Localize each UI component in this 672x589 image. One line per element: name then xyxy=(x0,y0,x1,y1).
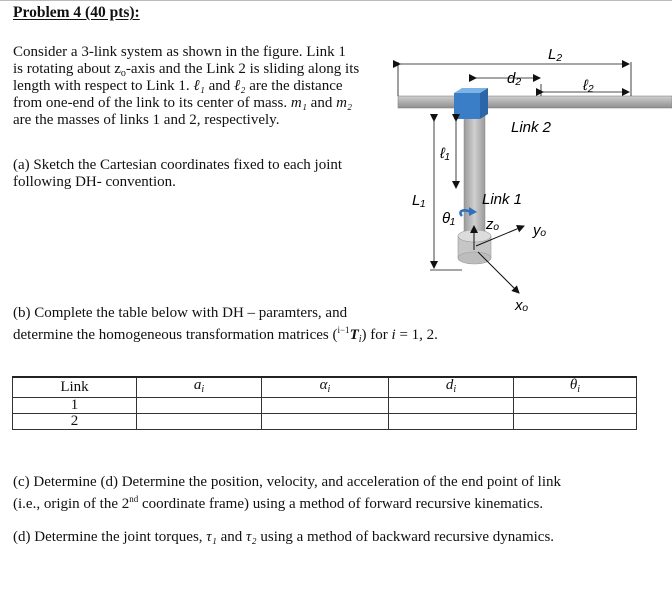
x0-axis xyxy=(478,252,519,293)
slider-block xyxy=(454,93,480,119)
slider-block-side xyxy=(480,88,488,119)
part-c-line-1: (c) Determine (d) Determine the position, velocity, and acceleration of the end point of link xyxy=(13,474,561,490)
header-a: $a_i$ xyxy=(137,377,262,398)
intro-line-2: is rotating about $z_o$-axis and the Link 2 is sliding along its xyxy=(13,61,360,79)
row-1-theta[interactable] xyxy=(514,398,637,414)
l1-label: ℓ₁ xyxy=(440,145,450,162)
intro-line-5: are the masses of links 1 and 2, respectively. xyxy=(13,112,280,128)
part-a-line-1: (a) Sketch the Cartesian coordinates fixed to each joint xyxy=(13,157,343,173)
dh-parameter-table xyxy=(12,376,637,430)
row-2-link: 2 xyxy=(13,414,137,430)
d2-label: d₂ xyxy=(507,70,522,87)
intro-line-4: from one-end of the link to its center of mass. m₁ and m₂ xyxy=(13,95,353,111)
header-alpha: $\alpha_i$ xyxy=(262,377,389,398)
base-cylinder-bottom xyxy=(458,252,491,264)
y0-label: yₒ xyxy=(533,222,547,239)
intro-line-1: Consider a 3-link system as shown in the figure. Link 1 xyxy=(13,44,346,60)
part-b-line-1: (b) Complete the table below with DH – paramters, and xyxy=(13,305,348,321)
part-d-line-1: (d) Determine the joint torques, τ₁ and τ₂ using a method of backward recursive dynamics. xyxy=(13,529,555,545)
z0-label: zₒ xyxy=(486,216,500,233)
row-1-alpha[interactable] xyxy=(262,398,389,414)
row-1-link: 1 xyxy=(13,398,137,414)
table-row xyxy=(13,414,637,430)
intro-line-3: length with respect to Link 1. ℓ₁ and ℓ₂ are the distance xyxy=(13,78,343,94)
part-c-line-2: (i.e., origin of the 2nd coordinate frame) using a method of forward recursive kinematics. xyxy=(13,494,544,512)
part-b-line-2: determine the homogeneous transformation matrices $(^{i-1}T_i)$ for i = 1, 2. xyxy=(13,325,438,345)
part-a-line-2: following DH- convention. xyxy=(13,174,176,190)
row-1-a[interactable] xyxy=(137,398,262,414)
header-d: $d_i$ xyxy=(389,377,514,398)
table-header-row xyxy=(13,377,637,398)
row-2-theta[interactable] xyxy=(514,414,637,430)
row-2-alpha[interactable] xyxy=(262,414,389,430)
problem-title: Problem 4 (40 pts): xyxy=(13,4,140,21)
link-2-label: Link 2 xyxy=(511,119,552,136)
l2-label: ℓ₂ xyxy=(583,77,594,94)
header-link: Link xyxy=(13,377,137,398)
row-1-d[interactable] xyxy=(389,398,514,414)
link-2-bar xyxy=(398,96,672,108)
L2-label: L₂ xyxy=(548,46,563,63)
link-1-label: Link 1 xyxy=(482,191,523,208)
robot-figure xyxy=(390,40,672,325)
row-2-d[interactable] xyxy=(389,414,514,430)
x0-label: xₒ xyxy=(515,297,529,314)
theta1-label: θ₁ xyxy=(442,210,455,227)
header-theta: $\theta_i$ xyxy=(514,377,637,398)
L1-label: L₁ xyxy=(412,192,426,209)
table-row xyxy=(13,398,637,414)
top-rule xyxy=(0,0,672,1)
row-2-a[interactable] xyxy=(137,414,262,430)
